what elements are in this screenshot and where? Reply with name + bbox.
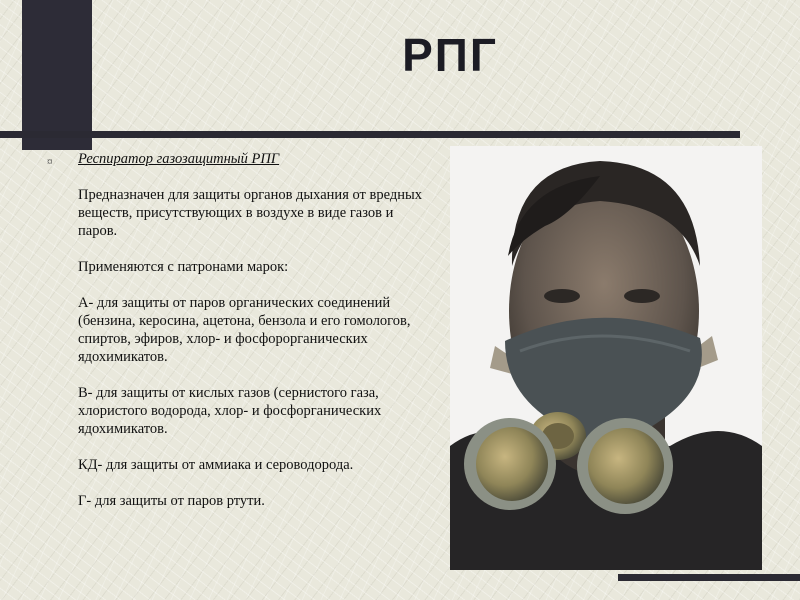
slide-title: РПГ bbox=[402, 29, 498, 81]
bottom-divider bbox=[618, 574, 800, 581]
top-divider bbox=[0, 131, 740, 138]
cartridge-a: А- для защиты от паров органических соединений (бензина, керосина, ацетона, бензола и его гомологов, спиртов, эфиров, хлор- и фосфорорганических ядохимикатов. bbox=[78, 295, 411, 365]
respirator-photo bbox=[450, 146, 762, 570]
bullet-icon: ¤ bbox=[47, 156, 53, 168]
decorative-side-bar bbox=[22, 0, 92, 150]
respirator-heading: Респиратор газозащитный РПГ bbox=[78, 151, 280, 167]
cartridges-intro: Применяются с патронами марок: bbox=[78, 259, 289, 275]
slide-text bbox=[78, 150, 423, 528]
cartridge-g: Г- для защиты от паров ртути. bbox=[78, 493, 265, 509]
cartridge-b: В- для защиты от кислых газов (сернистого газа, хлористого водорода, хлор- и фосфорганических ядохимикатов. bbox=[78, 385, 382, 437]
purpose-paragraph: Предназначен для защиты органов дыхания от вредных веществ, присутствующих в воздухе в виде газов и паров. bbox=[78, 187, 422, 239]
mannequin-respirator-illustration bbox=[450, 146, 762, 570]
cartridge-kd: КД- для защиты от аммиака и сероводорода. bbox=[78, 457, 354, 473]
